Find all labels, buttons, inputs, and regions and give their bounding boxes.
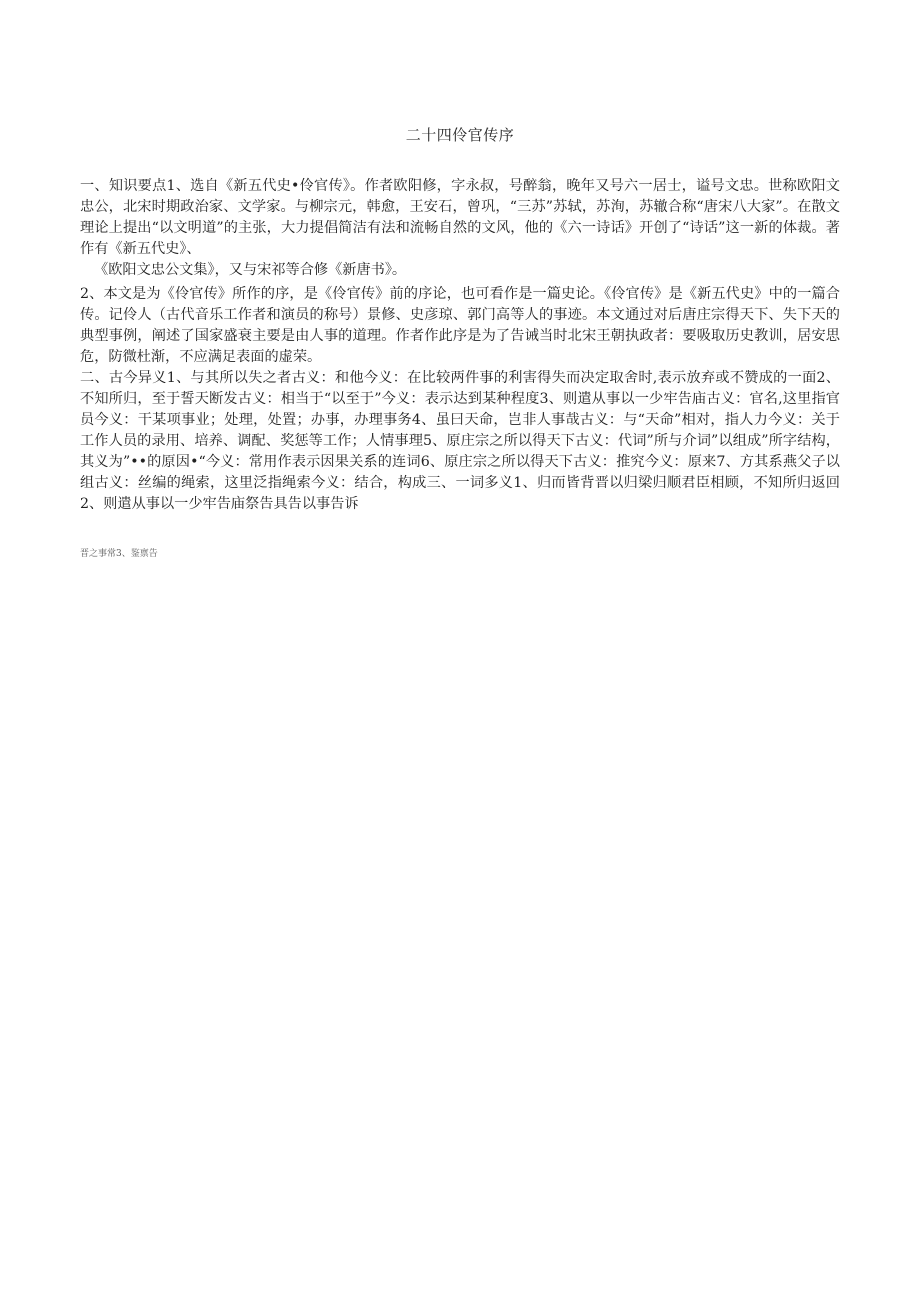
paragraph-ancient-modern-meaning: 二、古今异义1、与其所以失之者古义：和他今义：在比较两件事的利害得失而决定取舍时,表示放弃或不赞成的一面2、不知所归，至于誓天断发古义：相当于“以至于”今义：表示达到某种程度3、则遣从事以一少牢告庙古义：官名,这里指官员今义：干某项事业；处理，处置；办事，办理事务4、虽曰天命，岂非人事哉古义：与“天命”相对，指人力今义：关于工作人员的录用、培养、调配、奖惩等工作；人情事理5、原庄宗之所以得天下古义：代词”所与介词”以组成”所字结构，其义为”••的原因•“今义：常用作表示因果关系的连词6、原庄宗之所以得天下古义：推究今义：原来7、方其系燕父子以组古义：丝编的绳索，这里泛指绳索今义：结合，构成三、一词多义1、归而皆背晋以归梁归顺君臣相顾，不知所归返回2、则遣从事以一少牢告庙祭告具告以事告诉 [80,370,840,512]
paragraph-article-purpose: 2、本文是为《伶官传》所作的序，是《伶官传》前的序论，也可看作是一篇史论。《伶官传》是《新五代史》中的一篇合传。记伶人（古代音乐工作者和演员的称号）景修、史彦琼、郭门高等人的事迹。本文通过对后唐庄宗得天下、失下天的典型事例，阐述了国家盛衰主要是由人事的道理。作者作此序是为了告诫当时北宋王朝执政者：要吸取历史教训，居安思危，防微杜渐，不应满足表面的虚荣。 [80,286,840,365]
document-body [80,176,840,515]
paragraph-knowledge-points: 一、知识要点1、选自《新五代史•伶官传》。作者欧阳修，字永叔，号醉翁，晚年又号六一居士，谥号文忠。世称欧阳文忠公，北宋时期政治家、文学家。与柳宗元，韩愈，王安石，曾巩，“三苏”苏轼，苏洵，苏辙合称“唐宋八大家”。在散文理论上提出“以文明道”的主张，大力提倡简洁有法和流畅自然的文风，他的《六一诗话》开创了“诗话”这一新的体裁。著作有《新五代史》、 [80,178,840,257]
footnote-text: 晋之事常3、鉴禀告 [80,549,158,559]
paragraph-works-continuation: 《欧阳文忠公文集》，又与宋祁等合修《新唐书》。 [94,262,407,278]
page-title: 二十四伶官传序 [405,126,515,144]
